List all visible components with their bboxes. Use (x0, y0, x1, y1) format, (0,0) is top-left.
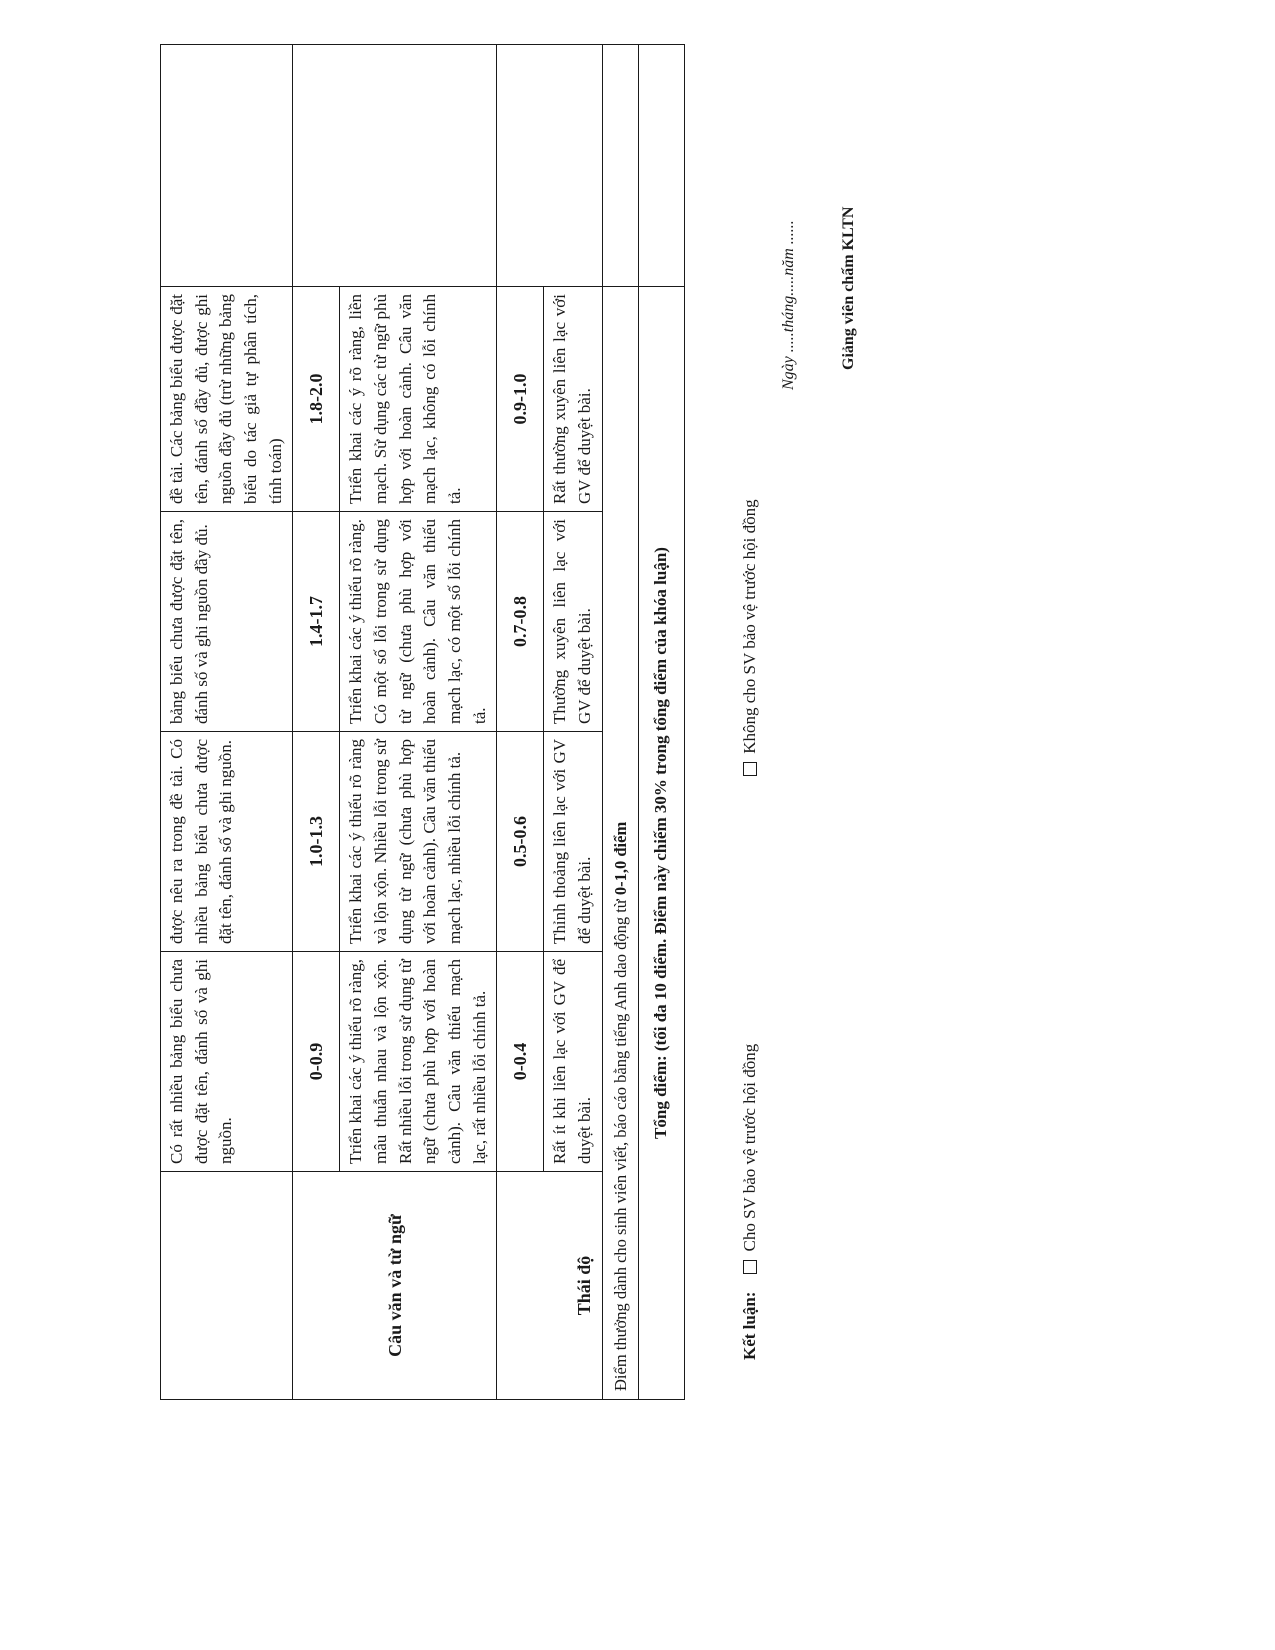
description-cell: Rất thường xuyên liên lạc với GV để duyệt bài. (544, 287, 602, 512)
table-row (161, 45, 293, 1400)
conclusion-section (740, 249, 760, 1360)
date-line: Ngày .....tháng.....năm ...... (780, 220, 797, 390)
table-row (602, 45, 639, 1400)
description-cell: bảng biểu chưa được đặt tên, đánh số và ghi nguồn đầy đủ. (161, 512, 293, 732)
score-range-cell: 1.4-1.7 (293, 512, 340, 732)
signature-title: Giảng viên chấm KLTN (840, 206, 857, 370)
criterion-cell: Câu văn và từ ngữ (293, 1172, 497, 1400)
description-cell: Triển khai các ý thiếu rõ ràng, mâu thuẫn nhau và lộn xộn. Rất nhiều lỗi trong sử dụng từ ngữ (chưa phù hợp với hoàn cảnh). Câu văn thiếu mạch lạc, rất nhiều lỗi chính tả. (340, 952, 497, 1172)
conclusion-label: Kết luận: (740, 1291, 759, 1360)
score-range-cell: 1.8-2.0 (293, 287, 340, 512)
description-cell: Rất ít khi liên lạc với GV để duyệt bài. (544, 952, 602, 1172)
description-cell: Triển khai các ý thiếu rõ ràng và lộn xộn. Nhiều lỗi trong sử dụng từ ngữ (chưa phù hợp với hoàn cảnh). Câu văn thiếu mạch lạc, nhiều lỗi chính tả. (340, 732, 497, 952)
score-entry-cell (293, 45, 497, 287)
deny-defense-label: Không cho SV bảo vệ trước hội đồng (740, 499, 759, 754)
score-entry-cell (602, 45, 639, 287)
description-cell: Thường xuyên liên lạc với GV để duyệt bài. (544, 512, 602, 732)
criterion-cell: Thái độ (497, 1172, 602, 1400)
description-cell: Triển khai các ý thiếu rõ ràng. Có một số lỗi trong sử dụng từ ngữ (chưa phù hợp với hoàn cảnh). Câu văn thiếu mạch lạc, có một số lỗi chính tả. (340, 512, 497, 732)
allow-defense-label: Cho SV bảo vệ trước hội đồng (740, 1043, 759, 1252)
table-row (293, 45, 340, 1400)
score-range-cell: 0.9-1.0 (497, 287, 544, 512)
score-entry-cell (497, 45, 602, 287)
description-cell: Triển khai các ý rõ ràng, liền mạch. Sử dụng các từ ngữ phù hợp với hoàn cảnh. Câu văn mạch lạc, không có lỗi chính tả. (340, 287, 497, 512)
description-cell: Có rất nhiều bảng biểu chưa được đặt tên, đánh số và ghi nguồn. (161, 952, 293, 1172)
bonus-note-text: Điểm thưởng dành cho sinh viên viết, báo cáo bằng tiếng Anh dao động từ (610, 895, 630, 1391)
bonus-range: 0-1,0 điểm (610, 821, 630, 896)
description-cell: Thỉnh thoảng liên lạc với GV để duyệt bài. (544, 732, 602, 952)
description-cell: đề tài. Các bảng biểu được đặt tên, đánh số đầy đủ, được ghi nguồn đầy đủ (trừ những bảng biểu do tác giả tự phân tích, tính toán) (161, 287, 293, 512)
description-cell: được nêu ra trong đề tài. Có nhiều bảng biểu chưa được đặt tên, đánh số và ghi nguồn. (161, 732, 293, 952)
score-range-cell: 0-0.4 (497, 952, 544, 1172)
score-range-cell: 1.0-1.3 (293, 732, 340, 952)
checkbox-allow-defense[interactable] (743, 1260, 757, 1274)
score-range-cell: 0-0.9 (293, 952, 340, 1172)
rotated-document-page (140, 0, 1140, 1440)
total-score-row: Tổng điểm: (tối đa 10 điểm. Điểm này chiếm 30% trong tổng điểm của khóa luận) (639, 287, 685, 1400)
grading-rubric-table (160, 44, 685, 1400)
table-row (497, 45, 544, 1400)
criterion-cell (161, 1172, 293, 1400)
score-entry-cell (161, 45, 293, 287)
deny-defense-option[interactable] (740, 499, 760, 775)
table-row (639, 45, 685, 1400)
score-range-cell: 0.7-0.8 (497, 512, 544, 732)
allow-defense-option[interactable] (740, 1044, 760, 1274)
checkbox-deny-defense[interactable] (743, 762, 757, 776)
bonus-score-note (602, 287, 639, 1400)
score-entry-cell (639, 45, 685, 287)
score-range-cell: 0.5-0.6 (497, 732, 544, 952)
